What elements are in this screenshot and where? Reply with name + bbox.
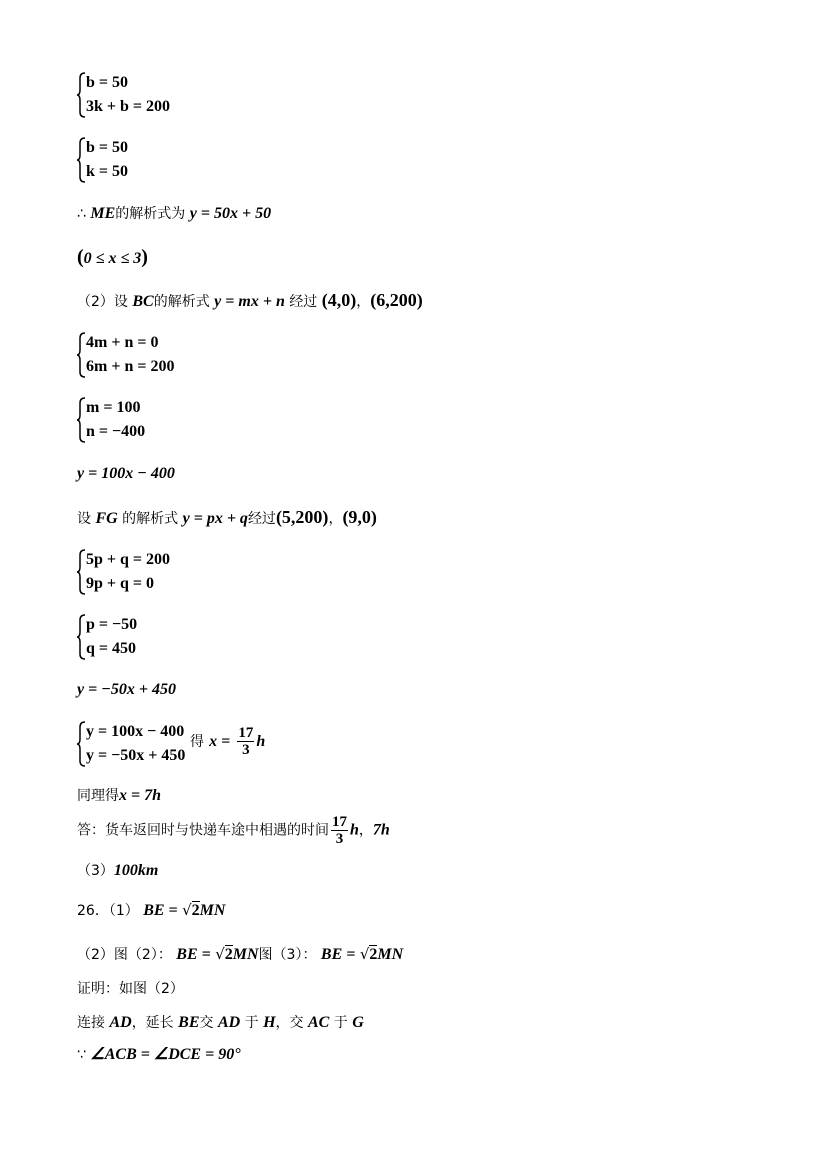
point: (6,200) <box>370 290 423 310</box>
me-line <box>77 204 271 224</box>
lhs: BE = <box>176 946 211 963</box>
value: 7h <box>372 821 390 839</box>
text: 于 <box>244 1015 259 1031</box>
unit: h <box>350 821 359 839</box>
radical-sign: √ <box>359 945 370 963</box>
q26-line <box>77 900 225 921</box>
equation: x = <box>209 733 231 750</box>
denominator: 3 <box>242 742 250 758</box>
answer-line <box>77 814 390 854</box>
system-row: k = 50 <box>86 163 129 180</box>
domain-expr: 0 ≤ x ≤ 3 <box>83 250 142 267</box>
radicand: 2 <box>369 946 378 963</box>
system-row: 3k + b = 200 <box>86 98 171 115</box>
text: 的解析式 <box>153 294 210 310</box>
unit: h <box>256 733 266 750</box>
var-bc: BC <box>132 293 154 310</box>
therefore-symbol: ∴ <box>77 206 86 222</box>
lhs: BE = <box>143 902 178 919</box>
radical-sign: √ <box>182 901 192 919</box>
sqrt <box>215 944 233 965</box>
system-row: 5p + q = 200 <box>86 551 171 568</box>
var-fg: FG <box>95 510 118 527</box>
equation: ∠ACB = ∠DCE = 90° <box>90 1046 241 1063</box>
lhs: BE = <box>320 946 356 963</box>
label: （3） <box>77 863 114 879</box>
figure-line <box>77 944 403 965</box>
text: ，交 <box>275 1015 304 1031</box>
system-row: m = 100 <box>86 399 141 416</box>
label: （2）设 <box>77 294 128 310</box>
point: (9,0) <box>342 507 377 527</box>
because-symbol: ∵ <box>77 1047 86 1063</box>
system-row: n = −400 <box>86 423 146 440</box>
var: H <box>263 1014 276 1031</box>
equation: x = 7h <box>119 787 162 804</box>
text: 得 <box>190 734 204 750</box>
text: 经过 <box>289 294 318 310</box>
bc-equation <box>77 464 175 484</box>
system-row: q = 450 <box>86 640 137 657</box>
angle-line <box>77 1045 241 1065</box>
numerator: 17 <box>238 725 254 741</box>
var: AD <box>217 1014 241 1031</box>
text: 的解析式为 <box>115 206 186 222</box>
system-row: b = 50 <box>86 74 129 91</box>
system-row: p = −50 <box>86 616 138 633</box>
separator: ， <box>328 511 343 527</box>
label: 26．（1） <box>77 903 139 919</box>
system-row: 6m + n = 200 <box>86 358 175 375</box>
value: 100km <box>113 862 159 879</box>
separator: ， <box>358 822 373 839</box>
rhs: MN <box>199 902 226 919</box>
numerator: 17 <box>332 814 347 830</box>
var: BE <box>178 1014 200 1031</box>
fg-line <box>77 507 377 529</box>
connect-line <box>77 1013 364 1033</box>
text: 答：货车返回时与快递车途中相遇的时间 <box>77 822 329 839</box>
label: 图（3）： <box>258 947 317 963</box>
radicand: 2 <box>224 946 233 963</box>
equation: y = −50x + 450 <box>77 681 177 698</box>
equation: y = mx + n <box>214 293 285 310</box>
sqrt <box>182 900 200 921</box>
text: 证明：如图（2） <box>77 981 184 997</box>
rhs: MN <box>232 946 259 963</box>
radical-sign: √ <box>215 945 225 963</box>
system-row: 4m + n = 0 <box>86 334 159 351</box>
solution <box>190 725 265 758</box>
var-me: ME <box>90 205 116 222</box>
label: 设 <box>77 511 91 527</box>
var: AC <box>307 1014 330 1031</box>
system-row: y = 100x − 400 <box>86 723 185 740</box>
part2-line <box>77 290 423 312</box>
point: (5,200) <box>275 507 329 527</box>
label: （2）图（2）： <box>77 947 172 963</box>
text: 于 <box>333 1015 348 1031</box>
same-line <box>77 786 161 806</box>
var: G <box>352 1014 364 1031</box>
var: AD <box>109 1014 132 1031</box>
radicand: 2 <box>191 902 200 919</box>
proof-line <box>77 979 184 999</box>
rhs: MN <box>377 946 404 963</box>
separator: ， <box>356 294 371 310</box>
system-row: 9p + q = 0 <box>86 575 155 592</box>
text: 交 <box>199 1015 214 1031</box>
text: 经过 <box>247 511 276 527</box>
text: 同理得 <box>77 788 119 804</box>
equation: y = 100x − 400 <box>77 465 175 482</box>
text: 连接 <box>77 1015 105 1031</box>
equation: y = 50x + 50 <box>189 205 272 222</box>
paren: ) <box>141 246 148 268</box>
denominator: 3 <box>335 831 344 847</box>
system-row: b = 50 <box>86 139 129 156</box>
fraction <box>237 725 254 758</box>
system-row: y = −50x + 450 <box>86 747 186 764</box>
domain-line <box>77 247 148 269</box>
point: (4,0) <box>321 290 357 310</box>
text: ，延长 <box>131 1015 174 1031</box>
equation: y = px + q <box>182 510 248 527</box>
part3-line <box>77 861 158 881</box>
fraction <box>331 814 348 847</box>
paren: ( <box>77 246 84 268</box>
text: 的解析式 <box>122 511 179 527</box>
fg-equation <box>77 680 176 700</box>
sqrt <box>360 944 378 965</box>
